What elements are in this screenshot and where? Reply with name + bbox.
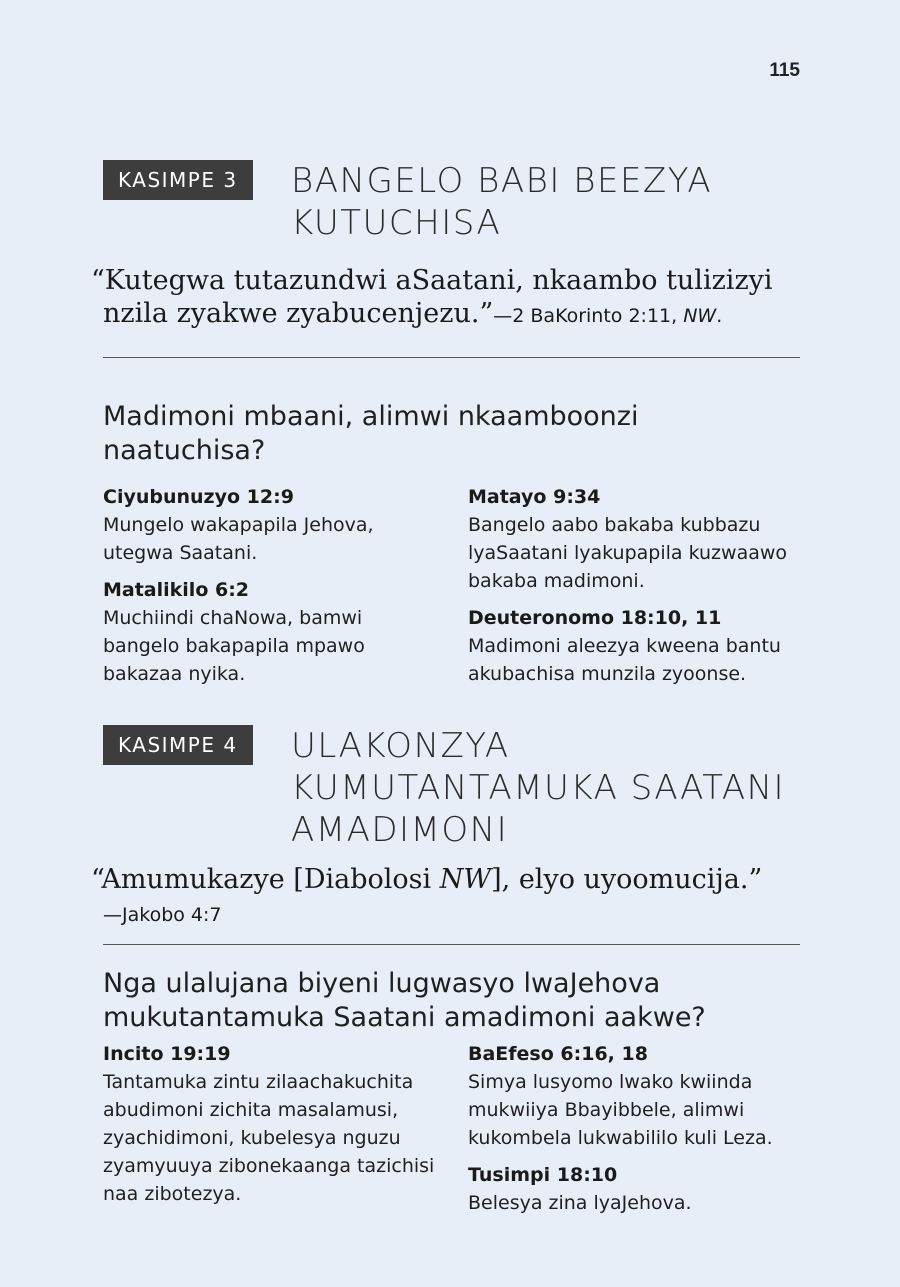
scripture-text: Belesya zina lyaJehova. (468, 1192, 692, 1214)
scripture-ref: BaEfeso 6:16, 18 (468, 1043, 648, 1065)
scripture-text: Bangelo aabo bakaba kubbazu lyaSaatani lyakupapila kuzwaawo bakaba madimoni. (468, 514, 788, 592)
scripture-item (468, 1162, 800, 1217)
scripture-ref: Ciyubunuzyo 12:9 (103, 486, 294, 508)
scripture-text: Madimoni aleezya kweena bantu akubachisa munzila zyoonse. (468, 635, 781, 685)
lesson-3-question: Madimoni mbaani, alimwi nkaamboonzi naatuchisa? (103, 401, 639, 466)
lesson-4-title-line-1: ULAKONZYA (291, 726, 510, 766)
lesson-3-header (103, 160, 800, 244)
scripture-ref: Matayo 9:34 (468, 486, 601, 508)
lesson-3-quote-ref (493, 305, 722, 327)
scripture-text: Tantamuka zintu zilaachakuchita abudimoni zichita masalamusi, zyachidimoni, kubelesya nguzu zyamyuuya zibonekaanga tazichisi naa zibotezya. (103, 1071, 435, 1205)
lesson-3-badge: KASIMPE 3 (103, 160, 253, 200)
lesson-4-left-column (103, 1041, 435, 1227)
scripture-item (468, 484, 800, 595)
lesson-3-left-column (103, 484, 435, 698)
scripture-text: Simya lusyomo lwako kwiinda mukwiiya Bbayibbele, alimwi kukombela lukwabililo kuli Leza. (468, 1071, 773, 1149)
lesson-4-title-line-3: AMADIMONI (291, 810, 509, 850)
scripture-ref: Deuteronomo 18:10, 11 (468, 607, 722, 629)
lesson-4-title (291, 725, 800, 851)
scripture-item (103, 484, 435, 567)
lesson-3-quote-ref-suffix: . (716, 305, 723, 327)
lesson-4-quote-text-a: “Amumukazye [Diabolosi (91, 864, 440, 895)
scripture-item (468, 1041, 800, 1152)
lesson-3-quote-ref-italic: NW (683, 305, 717, 327)
lesson-4-quote-text-b: ], elyo uyoomucija.” (491, 864, 763, 895)
lesson-3-quote (91, 264, 800, 333)
lesson-3-divider (103, 357, 800, 358)
lesson-4-quote (91, 863, 800, 932)
scripture-item (468, 605, 800, 688)
scripture-item (103, 577, 435, 688)
lesson-3-right-column (468, 484, 800, 698)
lesson-4-right-column (468, 1041, 800, 1227)
lesson-4-badge: KASIMPE 4 (103, 725, 253, 765)
lesson-4-title-line-2: KUMUTANTAMUKA SAATANI (291, 768, 786, 808)
lesson-3-quote-text: “Kutegwa tutazundwi aSaatani, nkaambo tulizizyi nzila zyakwe zyabucenjezu.” (91, 265, 773, 329)
scripture-text: Mungelo wakapapila Jehova, utegwa Saatani. (103, 514, 374, 564)
lesson-4-divider (103, 944, 800, 945)
lesson-4-question: Nga ulalujana biyeni lugwasyo lwaJehova mukutantamuka Saatani amadimoni aakwe? (103, 968, 706, 1033)
lesson-3-quote-ref-prefix: —2 BaKorinto 2:11, (493, 305, 684, 327)
lesson-4-quote-text-italic: NW (439, 864, 492, 895)
scripture-ref: Matalikilo 6:2 (103, 579, 250, 601)
lesson-4 (91, 725, 800, 1227)
lesson-3-title-line-1: BANGELO BABI BEEZYA (291, 161, 713, 201)
lesson-4-scriptures (103, 1041, 800, 1227)
lesson-3-title (291, 160, 800, 244)
lesson-4-header (103, 725, 800, 851)
scripture-ref: Incito 19:19 (103, 1043, 231, 1065)
page-number: 115 (769, 60, 800, 81)
scripture-item (103, 1041, 435, 1208)
lesson-4-quote-ref: —Jakobo 4:7 (103, 904, 222, 926)
lesson-3 (91, 160, 800, 698)
scripture-ref: Tusimpi 18:10 (468, 1164, 618, 1186)
lesson-3-scriptures (103, 484, 800, 698)
lesson-3-title-line-2: KUTUCHISA (291, 203, 502, 243)
scripture-text: Muchiindi chaNowa, bamwi bangelo bakapapila mpawo bakazaa nyika. (103, 607, 365, 685)
